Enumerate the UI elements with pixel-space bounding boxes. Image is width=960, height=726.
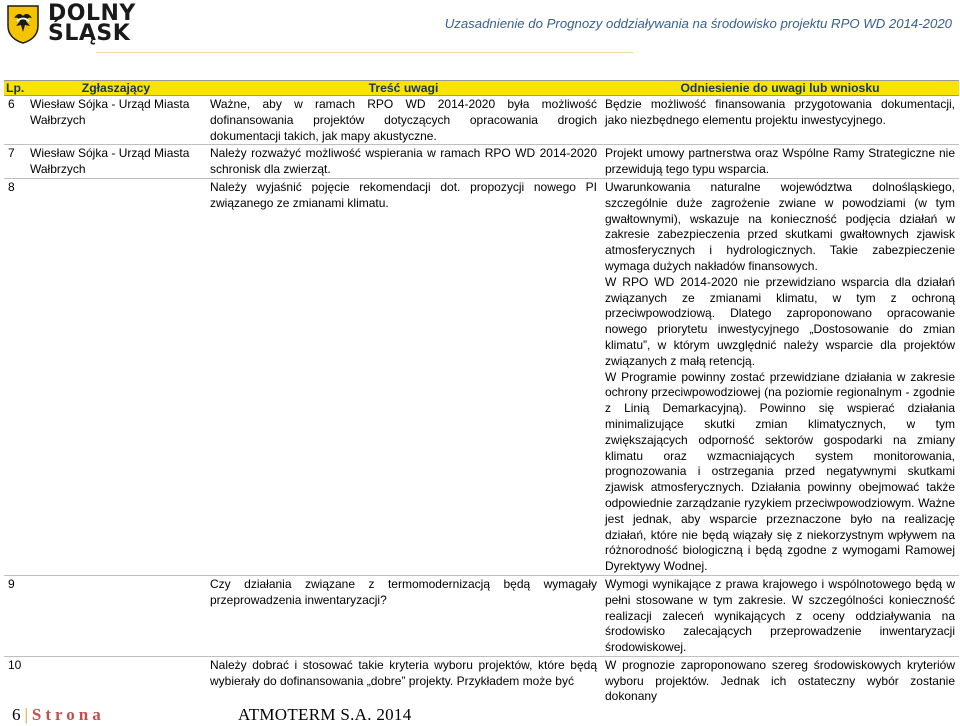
cell-lp: 8 [4,178,26,575]
cell-zglaszajacy [26,178,206,575]
logo-line-1: DOLNY [48,1,136,26]
remarks-table [4,80,959,705]
table-row [4,178,959,575]
odniesienie-paragraph: Uwarunkowania naturalne województwa dolnośląskiego, szczególnie duże zagrożenie zwiane w powodziami (w tym gwałtownymi), wskazuje na konieczność podjęcia działań w zakresie zabezpieczenia przed skutkami gwałtownych zjawisk atmosferycznych i hydrologicznych. Takie zabezpieczenie wymaga dużych nakładów finansowych. [605,179,955,273]
table-row [4,145,959,179]
dolny-slask-logo [6,1,136,46]
table-row [4,96,959,145]
table-header-row [4,81,959,96]
cell-odniesienie [601,656,959,705]
header-tresc-uwagi: Treść uwagi [206,81,601,96]
cell-zglaszajacy [26,656,206,705]
cell-tresc: Czy działania związane z termomodernizacją będą wymagały przeprowadzenia inwentaryzacji? [206,575,601,656]
page-footer [12,705,412,725]
cell-odniesienie [601,145,959,179]
odniesienie-paragraph: Będzie możliwość finansowania przygotowania dokumentacji, jako niezbędnego elementu projektu inwestycyjnego. [605,97,955,127]
footer-separator: | [24,705,28,724]
cell-odniesienie [601,575,959,656]
odniesienie-paragraph: W prognozie zaproponowano szereg środowiskowych kryteriów wyboru projektów. Jednak ich ostateczny wybór zostanie dokonany [605,657,955,704]
odniesienie-paragraph: Wymogi wynikające z prawa krajowego i wspólnotowego będą w pełni stosowane w tym zakresie. W szczególności konieczność realizacji zaleceń wynikających z oceny oddziaływania na środowisko zalecających przeprowadzenie inwentaryzacji środowiskowej. [605,576,955,655]
cell-odniesienie [601,178,959,575]
coat-of-arms-icon [6,4,40,44]
cell-zglaszajacy: Wiesław Sójka - Urząd Miasta Wałbrzych [26,145,206,179]
header-divider [96,52,633,53]
odniesienie-paragraph: W Programie powinny zostać przewidziane działania w zakresie ochrony przeciwpowodziowej (na poziomie regionalnym - zgodnie z Linią Demarkacyjną). Powinno się wspierać działania minimalizujące skutki zmian klimatycznych, w tym zwiększających odporność sektorów gospodarki na zmiany klimatu oraz wzmacniających system monitorowania, prognozowania i ostrzegania przed negatywnymi skutkami zjawisk atmosferycznych. Działania powinny obejmować także odpowiednie zarządzanie ryzykiem przeciwpowodziowym. Ważne jest jednak, aby wsparcie przeznaczone było na realizację działań, które nie będą wiązały się z niekorzystnym wpływem na różnorodność biologiczną i będą zgodne z wymogami Ramowej Dyrektywy Wodnej. [605,369,955,574]
table-row [4,575,959,656]
cell-tresc: Ważne, aby w ramach RPO WD 2014-2020 była możliwość dofinansowania projektów dotyczących opracowania drogich dokumentacji takich, jak mapy akustyczne. [206,96,601,145]
cell-odniesienie [601,96,959,145]
cell-zglaszajacy [26,575,206,656]
odniesienie-paragraph: Projekt umowy partnerstwa oraz Wspólne Ramy Strategiczne nie przewidują tego typu wsparcia. [605,146,955,177]
page-word: Strona [31,705,105,724]
footer-company: ATMOTERM S.A. 2014 [238,705,412,724]
header-lp: Lp. [6,81,25,95]
cell-tresc: Należy dobrać i stosować takie kryteria wyboru projektów, które będą wybierały do dofinansowania „dobre” projekty. Przykładem może być [210,657,597,688]
header-odniesienie: Odniesienie do uwagi lub wniosku [601,81,959,96]
cell-lp: 10 [8,657,22,672]
cell-lp: 6 [4,96,26,145]
table-row [4,656,959,705]
cell-tresc: Należy rozważyć możliwość wspierania w ramach RPO WD 2014-2020 schronisk dla zwierząt. [206,145,601,179]
cell-tresc: Należy wyjaśnić pojęcie rekomendacji dot. propozycji nowego PI związanego ze zmianami klimatu. [206,178,601,575]
odniesienie-paragraph: W RPO WD 2014-2020 nie przewidziano wsparcia dla działań związanych ze zmianami klimatu, w tym z ochroną przeciwpowodziową. Dlatego zaproponowano opracowanie nowego priorytetu inwestycyjnego „Dostosowanie do zmian klimatu”, w którym uwzględnić należy wsparcie dla projektów związanych z małą retencją. [605,274,955,368]
logo-line-2: ŚLĄSK [48,21,131,46]
cell-zglaszajacy: Wiesław Sójka - Urząd Miasta Wałbrzych [26,96,206,145]
page-number: 6 [12,705,21,724]
document-title: Uzasadnienie do Prognozy oddziaływania na środowisko projektu RPO WD 2014-2020 [444,16,952,31]
cell-lp: 7 [4,145,26,179]
header-zglaszajacy: Zgłaszający [26,81,206,96]
cell-lp: 9 [4,575,26,656]
